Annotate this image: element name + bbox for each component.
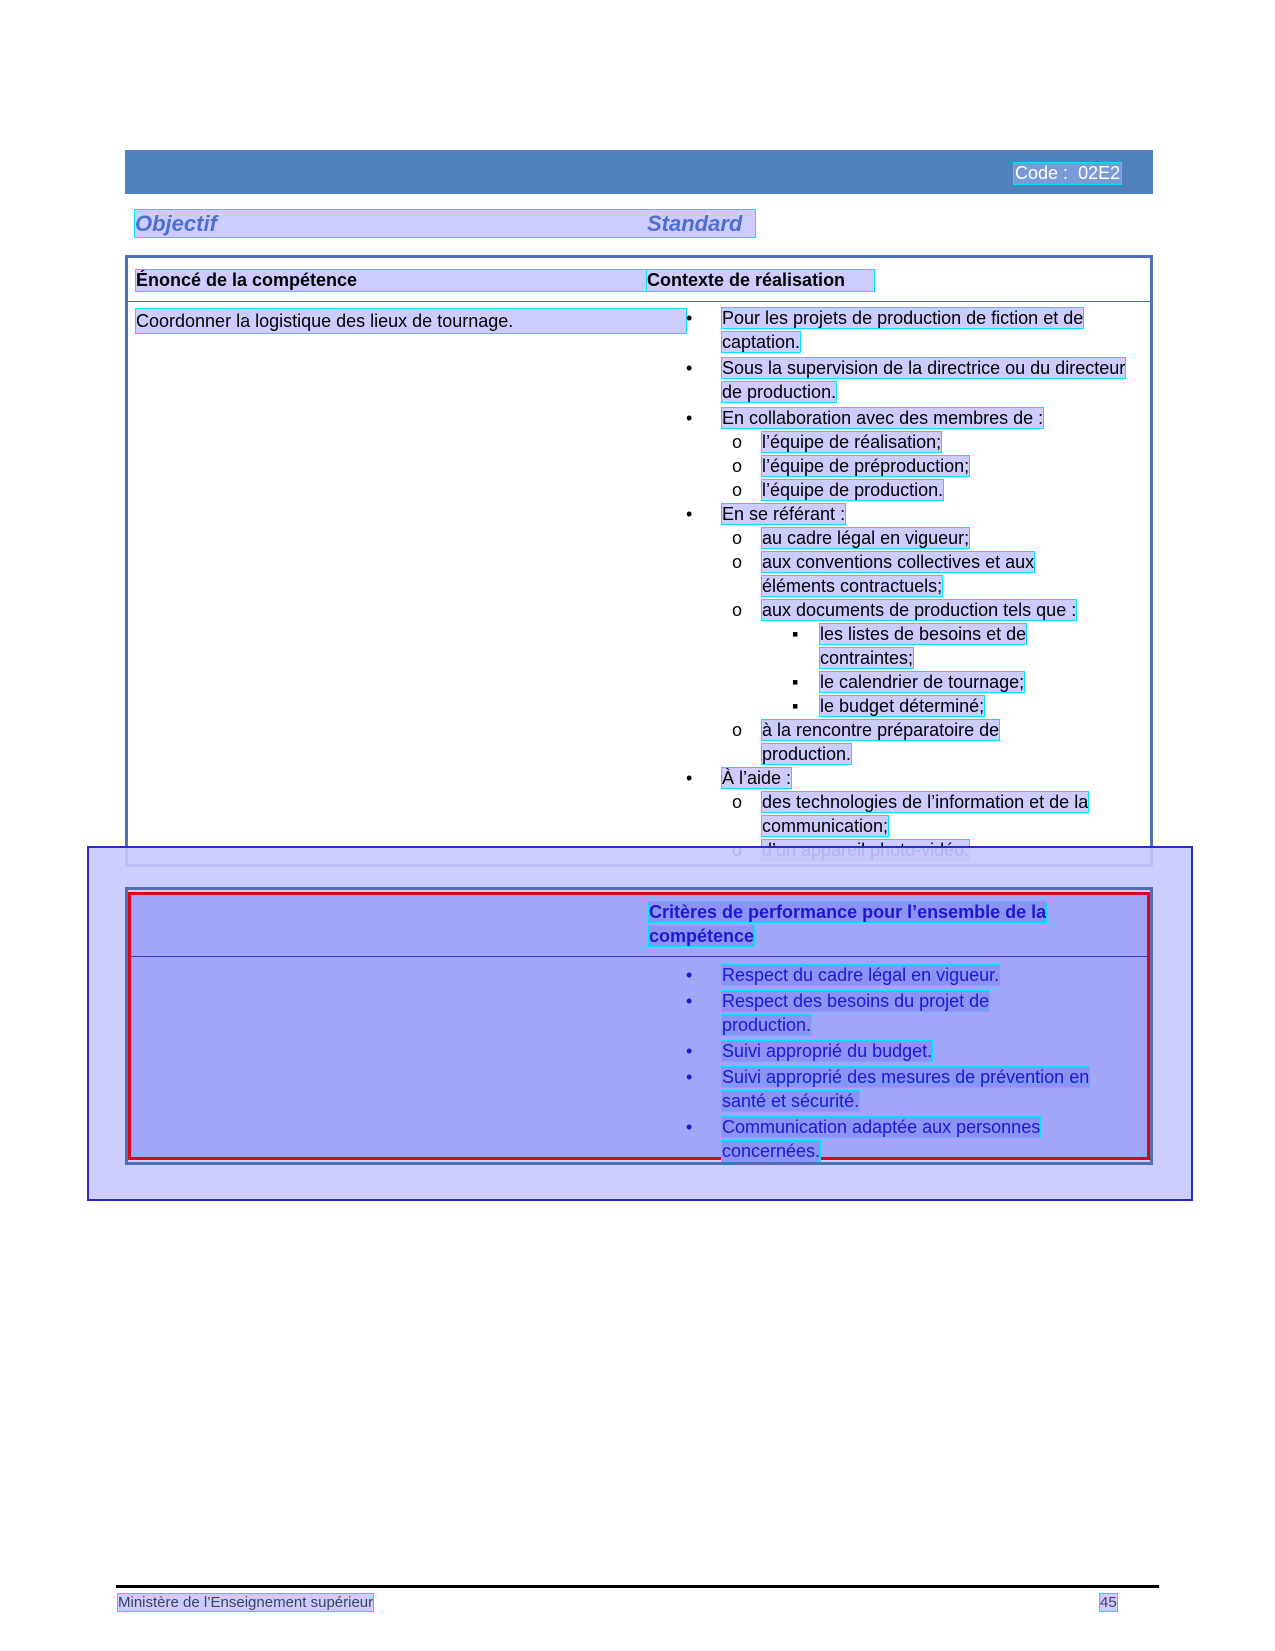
bullet-icon: • bbox=[686, 768, 693, 788]
list-item: • Respect du cadre légal en vigueur. bbox=[686, 965, 1000, 985]
list-item: • Sous la supervision de la directrice ou du directeur de production. bbox=[686, 358, 1126, 402]
list-item: o au cadre légal en vigueur; bbox=[732, 528, 970, 548]
circle-bullet-icon: o bbox=[732, 792, 743, 812]
footer-ministry: Ministère de l’Enseignement supérieur bbox=[118, 1594, 374, 1611]
list-item: • À l’aide : bbox=[686, 768, 792, 788]
code-banner bbox=[125, 150, 1153, 194]
table-divider bbox=[128, 301, 1150, 302]
list-item: o aux documents de production tels que : bbox=[732, 600, 1077, 620]
bullet-icon: • bbox=[686, 991, 693, 1011]
bullet-icon: • bbox=[686, 308, 693, 328]
bullet-icon: • bbox=[686, 965, 693, 985]
square-bullet-icon: ▪ bbox=[792, 696, 799, 716]
criteria-title: Critères de performance pour l’ensemble de la compétence bbox=[649, 902, 1047, 946]
code-label: Code : 02E2 bbox=[1015, 163, 1121, 183]
circle-bullet-icon: o bbox=[732, 456, 743, 476]
list-item: o l’équipe de réalisation; bbox=[732, 432, 942, 452]
list-item: o aux conventions collectives et aux éléments contractuels; bbox=[732, 552, 1035, 596]
list-item: o à la rencontre préparatoire de production. bbox=[732, 720, 1000, 764]
circle-bullet-icon: o bbox=[732, 600, 743, 620]
list-item: ▪ le calendrier de tournage; bbox=[792, 672, 1025, 692]
enonce-text: Coordonner la logistique des lieux de tournage. bbox=[136, 309, 686, 333]
bullet-icon: • bbox=[686, 1117, 693, 1137]
criteria-list bbox=[686, 963, 1126, 1163]
list-item: o l’équipe de préproduction; bbox=[732, 456, 970, 476]
bullet-icon: • bbox=[686, 1067, 693, 1087]
list-item: • Suivi approprié du budget. bbox=[686, 1041, 933, 1061]
enonce-title: Énoncé de la compétence bbox=[136, 270, 646, 291]
standard-heading: Standard bbox=[647, 211, 743, 236]
list-item: o des technologies de l’information et de la communication; bbox=[732, 792, 1089, 836]
objectif-heading: Objectif bbox=[135, 210, 755, 237]
bullet-icon: • bbox=[686, 1041, 693, 1061]
contexte-list bbox=[686, 306, 1141, 862]
list-item: • En se référant : bbox=[686, 504, 846, 524]
list-item: o l’équipe de production. bbox=[732, 480, 944, 500]
list-item: • Respect des besoins du projet de production. bbox=[686, 991, 990, 1035]
list-item: • Pour les projets de production de fiction et de captation. bbox=[686, 308, 1084, 352]
circle-bullet-icon: o bbox=[732, 528, 743, 548]
bullet-icon: • bbox=[686, 408, 693, 428]
square-bullet-icon: ▪ bbox=[792, 624, 799, 644]
list-item: • Communication adaptée aux personnes concernées. bbox=[686, 1117, 1041, 1161]
list-item: ▪ le budget déterminé; bbox=[792, 696, 985, 716]
page-number: 45 bbox=[1100, 1594, 1117, 1611]
circle-bullet-icon: o bbox=[732, 720, 743, 740]
list-item: • Suivi approprié des mesures de prévention en santé et sécurité. bbox=[686, 1067, 1090, 1111]
contexte-title: Contexte de réalisation bbox=[647, 270, 874, 291]
list-item: • En collaboration avec des membres de : bbox=[686, 408, 1044, 428]
footer-rule bbox=[116, 1585, 1159, 1588]
circle-bullet-icon: o bbox=[732, 480, 743, 500]
square-bullet-icon: ▪ bbox=[792, 672, 799, 692]
criteria-divider bbox=[131, 956, 1147, 957]
bullet-icon: • bbox=[686, 358, 693, 378]
list-item: ▪ les listes de besoins et de contraintes; bbox=[792, 624, 1027, 668]
circle-bullet-icon: o bbox=[732, 432, 743, 452]
bullet-icon: • bbox=[686, 504, 693, 524]
circle-bullet-icon: o bbox=[732, 552, 743, 572]
